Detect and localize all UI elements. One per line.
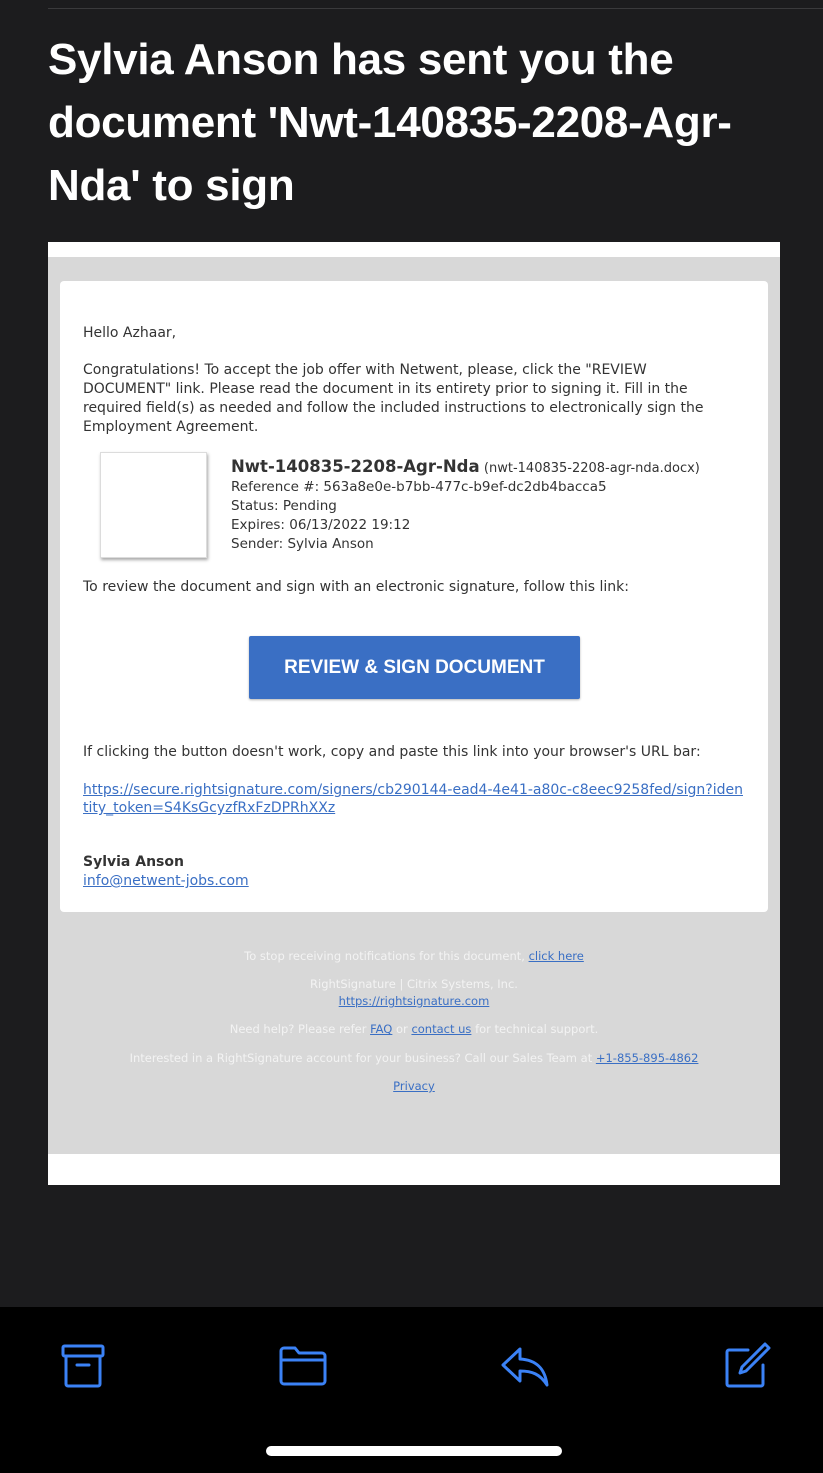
- help-or: or: [392, 1022, 412, 1036]
- greeting: Hello Azhaar,: [83, 325, 177, 341]
- email-body: [48, 242, 780, 1185]
- footer-company-link-row: [48, 994, 780, 1008]
- document-title: Nwt-140835-2208-Agr-Nda: [231, 457, 480, 476]
- footer-sales: [48, 1051, 780, 1065]
- footer-help: [48, 1022, 780, 1036]
- footer-company: RightSignature | Citrix Systems, Inc.: [310, 977, 518, 991]
- document-expires: Expires: 06/13/2022 19:12: [231, 517, 411, 533]
- privacy-link[interactable]: Privacy: [393, 1079, 435, 1093]
- signature-email-link[interactable]: info@netwent-jobs.com: [83, 873, 249, 889]
- folder-icon[interactable]: [278, 1341, 328, 1391]
- fallback-instructions: If clicking the button doesn't work, copy and paste this link into your browser's URL bar:: [83, 744, 701, 760]
- document-info: [231, 457, 751, 554]
- help-prefix: Need help? Please refer: [229, 1022, 371, 1036]
- document-reference: Reference #: 563a8e0e-b7bb-477c-b9ef-dc2db4bacca5: [231, 479, 607, 495]
- sales-text: Interested in a RightSignature account for your business? Call our Sales Team at: [129, 1051, 596, 1065]
- home-indicator: [266, 1446, 562, 1456]
- email-subject: Sylvia Anson has sent you the document 'Nwt-140835-2208-Agr-Nda' to sign: [48, 35, 732, 210]
- faq-link[interactable]: FAQ: [370, 1022, 393, 1036]
- signature-name: Sylvia Anson: [83, 854, 184, 870]
- document-filename: (nwt-140835-2208-agr-nda.docx): [483, 461, 700, 476]
- document-sender: Sender: Sylvia Anson: [231, 536, 374, 552]
- email-card: [60, 281, 768, 912]
- reply-icon[interactable]: [500, 1341, 550, 1391]
- signing-link[interactable]: https://secure.rightsignature.com/signers/cb290144-ead4-4e41-a80c-c8eec9258fed/sign?identity_token=S4KsGcyzfRxFzDPRhXXz: [83, 782, 743, 816]
- footer-privacy-row: [48, 1079, 780, 1093]
- email-background: [48, 257, 780, 1154]
- footer-stop-text: To stop receiving notifications for this document,: [244, 949, 529, 963]
- help-suffix: for technical support.: [471, 1022, 599, 1036]
- compose-icon[interactable]: [722, 1341, 772, 1391]
- archive-icon[interactable]: [58, 1341, 108, 1391]
- document-status: Status: Pending: [231, 498, 337, 514]
- intro-paragraph: Congratulations! To accept the job offer with Netwent, please, click the "REVIEW DOCUMENT" link. Please read the document in its entirety prior to signing it. Fill in the required field(s) as needed and follow the included instructions to electronically sign the Employment Agreement.: [83, 362, 704, 435]
- review-instructions: To review the document and sign with an electronic signature, follow this link:: [83, 579, 629, 595]
- footer-unsubscribe: [48, 949, 780, 963]
- sales-phone-link[interactable]: +1-855-895-4862: [595, 1051, 699, 1065]
- bottom-toolbar: [0, 1307, 823, 1473]
- top-divider: [48, 8, 823, 9]
- click-here-link[interactable]: click here: [528, 949, 584, 963]
- rightsignature-link[interactable]: https://rightsignature.com: [338, 994, 490, 1008]
- contact-us-link[interactable]: contact us: [411, 1022, 472, 1036]
- document-thumbnail[interactable]: [100, 452, 207, 558]
- review-sign-button[interactable]: REVIEW & SIGN DOCUMENT: [249, 636, 580, 699]
